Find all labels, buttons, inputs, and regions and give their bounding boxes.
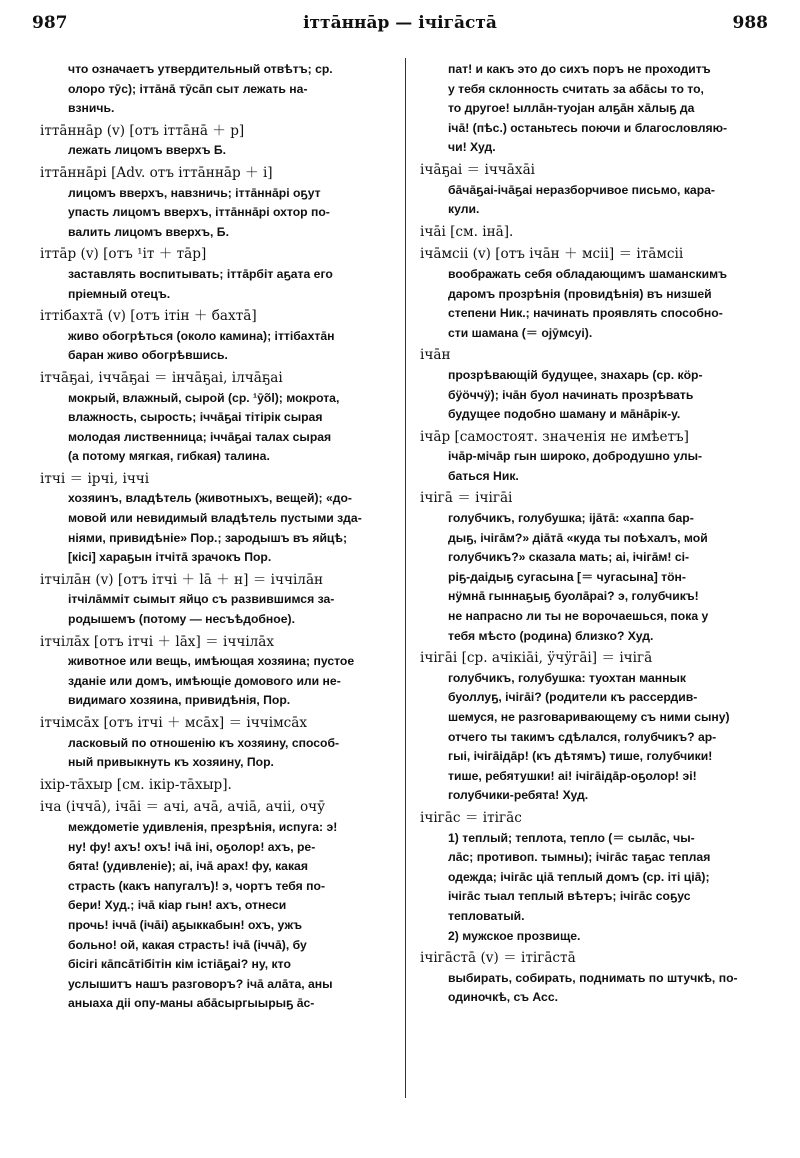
- entry-headword: іча (іччā), ічāі ＝ ачі, ачā, ачіā, ачіі, очӯ: [40, 799, 326, 816]
- entry-headword: іттāр (v) [отъ ¹іт ＋ тāр]: [40, 246, 207, 263]
- entry-line: родышемъ (потому — несъѣдобное).: [68, 612, 295, 627]
- right-column: [420, 60, 770, 1011]
- column-divider: [405, 58, 406, 1098]
- entry-line: голубчики-ребята! Худ.: [448, 788, 589, 803]
- entry-line: живо обогрѣться (около камина); іттібахтāн: [68, 328, 335, 343]
- entry-line: видимаго хозяина, привидѣнія, Пор.: [68, 693, 291, 708]
- entry-line: аныаха діі опу-маны абāсыргыырыҕ āс-: [68, 996, 315, 1011]
- entry-headword: ітчāҕаі, іччāҕаі ＝ інчāҕаі, ілчāҕаі: [40, 369, 283, 386]
- dictionary-entry: [40, 776, 396, 796]
- entry-line: ічā! (пѣс.) останьтесь поючи и благословляю-: [448, 120, 728, 135]
- entry-line: голубчикъ?» сказала мать; аі, ічігāм! сі-: [448, 550, 690, 565]
- entry-line: валить лицомъ вверхъ, Б.: [68, 224, 229, 239]
- entry-headword: іхір-тāхыр [см. ікір-тāхыр].: [40, 776, 232, 793]
- entry-line: услышитъ нашъ разговоръ? ічā алāта, аны: [68, 976, 333, 991]
- entry-headword: ічігā ＝ ічігāі: [420, 490, 513, 507]
- entry-line: тише, ребятушки! аі! ічігāідāр-оҕолор! эі!: [448, 768, 697, 783]
- entry-headword: ітчілāн (v) [отъ ітчі ＋ lā ＋ н] ＝ іччілāн: [40, 571, 324, 588]
- dictionary-entry: [40, 122, 396, 161]
- entry-line: одиночкѣ, съ Асс.: [448, 990, 558, 1005]
- left-column: [40, 60, 396, 1017]
- entry-line: животное или вещь, имѣющая хозяина; пустое: [68, 654, 355, 669]
- entry-line: степени Ник.; начинать проявлять способно-: [448, 306, 723, 321]
- entry-line: ніями, привидѣніе» Пор.; зародышъ въ яйцѣ;: [68, 530, 348, 545]
- dictionary-entry: [420, 949, 770, 1008]
- entry-line: нӱмнā гыннаҕыҕ буолāраі? э, голубчикъ!: [448, 589, 699, 604]
- entry-line: шемуся, не разговаривающему съ ними сыну): [448, 710, 730, 724]
- dictionary-entry: [420, 489, 770, 646]
- entry-line: ный привыкнуть къ хозяину, Пор.: [68, 755, 274, 770]
- page-number-right: 988: [732, 13, 768, 33]
- entry-headword: ічāн: [420, 347, 451, 364]
- entry-line: ласковый по отношенію къ хозяину, способ-: [68, 735, 340, 750]
- entry-line: сти шамана (＝ ојӯмсуі).: [448, 325, 593, 340]
- entry-line: заставлять воспитывать; іттāрбіт аҕата его: [68, 266, 333, 281]
- dictionary-entry: [40, 470, 396, 568]
- entry-line: [кісі] хараҕын ітчітā зрачокъ Пор.: [68, 550, 272, 565]
- dictionary-entry: [40, 307, 396, 366]
- dictionary-entry: [420, 346, 770, 424]
- entry-line: тебя мѣсто (родина) близко? Худ.: [448, 628, 654, 643]
- entry-line: ічāр-мічāр гын широко, добродушно улы-: [448, 449, 703, 464]
- entry-headword: ічігāстā (v) ＝ ітігāстā: [420, 950, 576, 967]
- entry-line: отчего ты такимъ сдѣлался, голубчикъ? ар-: [448, 729, 717, 744]
- entry-line: воображать себя обладающимъ шаманскимъ: [448, 266, 728, 281]
- entry-line: молодая лиственница; іччāҕаі талах сырая: [68, 429, 332, 444]
- entry-line: одежда; ічігāс ціā теплый домъ (ср. іті ціā);: [448, 869, 710, 884]
- entry-line: голубчикъ, голубушка; іјāтā: «хаппа бар-: [448, 511, 694, 526]
- entry-line: кули.: [448, 202, 480, 217]
- page-number-left: 987: [32, 13, 68, 33]
- entry-headword: ітчімсāх [отъ ітчі ＋ мсāх] ＝ іччімсāх: [40, 715, 308, 731]
- entry-line: бāчāҕаі-ічāҕаі неразборчивое письмо, кара-: [448, 182, 715, 197]
- entry-line: ріҕ-даідыҕ сугасына [＝ чугасына] тӧн-: [448, 569, 686, 584]
- dictionary-entry: [40, 714, 396, 773]
- entry-line: голубчикъ, голубушка: туохтан маннык: [448, 670, 687, 685]
- entry-line: олоро тӯс); іттāнā тӯсāп сыт лежать на-: [68, 81, 308, 96]
- entry-headword: ічігāс ＝ ітігāс: [420, 809, 522, 826]
- entry-line: бӱӧччӱ); ічāн буол начинать прозрѣвать: [448, 387, 694, 402]
- entry-headword: іттібахтā (v) [отъ ітін ＋ бахтā]: [40, 308, 257, 325]
- entry-line: то другое! ыллāн-туојан алҕāн хāлыҕ да: [448, 101, 695, 116]
- entry-line: тепловатый.: [448, 908, 525, 923]
- entry-line: лицомъ вверхъ, навзничь; іттāннāрі оҕут: [68, 185, 321, 200]
- entry-line: гыі, ічігāідāр! (къ дѣтямъ) тише, голубчики!: [448, 749, 713, 764]
- entry-line: дыҕ, ічігāм?» діāтā «куда ты поѣхалъ, мой: [448, 530, 708, 545]
- entry-line: бери! Худ.; ічā кіар гын! ахъ, отнеси: [68, 898, 287, 913]
- dictionary-entry: [420, 649, 770, 806]
- entry-line: пріемный отецъ.: [68, 286, 171, 301]
- entry-headword: ітчі ＝ ірчі, іччі: [40, 470, 150, 487]
- entry-line: хозяинъ, владѣтель (животныхъ, вещей); «до-: [68, 491, 352, 506]
- dictionary-entry: [40, 245, 396, 304]
- entry-headword: іттāннāрі [Adv. отъ іттāннāр ＋ і]: [40, 164, 273, 181]
- entry-line: мовой или невидимый владѣтель пустыми зда-: [68, 511, 362, 526]
- entry-line: упасть лицомъ вверхъ, іттāннāрі охтор по-: [68, 205, 330, 220]
- entry-line: даромъ прозрѣнія (провидѣнія) въ низшей: [448, 286, 712, 301]
- dictionary-entry: [40, 633, 396, 711]
- entry-line: баться Ник.: [448, 468, 519, 483]
- entry-headword: ітчілāх [отъ ітчі ＋ lāх] ＝ іччілāх: [40, 633, 275, 650]
- entry-line: ну! фу! ахъ! охъ! ічā іні, оҕолор! ахъ, ре-: [68, 839, 316, 854]
- entry-headword: ічāҕаі ＝ іччāхāі: [420, 161, 536, 178]
- dictionary-entry: [420, 809, 770, 946]
- entry-line: будущее подобно шаману и мāнāрік-у.: [448, 407, 681, 422]
- entry-line: мокрый, влажный, сырой (ср. ¹ӯõl); мокрота,: [68, 390, 340, 405]
- entry-line: не напрасно ли ты не ворочаешься, пока у: [448, 609, 709, 624]
- entry-line: больно! ой, какая страсть! ічā (іччā), бу: [68, 937, 307, 952]
- entry-headword: іттāннāр (v) [отъ іттāнā ＋ р]: [40, 122, 245, 139]
- entry-line: взничь.: [68, 101, 115, 116]
- entry-line: прочь! іччā (ічāі) аҕыккабын! охъ, ужъ: [68, 917, 303, 932]
- entry-line: у тебя склонность считать за абāсы то то,: [448, 81, 704, 96]
- entry-headword: ічāр [самостоят. значенія не имѣетъ]: [420, 428, 689, 445]
- running-title: іттāннāр — ічігāстā: [303, 13, 497, 33]
- entry-line: ічігāс тыал теплый вѣтеръ; ічігāс соҕус: [448, 889, 691, 904]
- entry-line: влажность, сырость; іччāҕаі тітірік сырая: [68, 410, 323, 425]
- entry-line: страсть (какъ напугалъ)! э, чортъ тебя по-: [68, 878, 326, 893]
- page-header: [32, 10, 768, 36]
- dictionary-entry: [40, 164, 396, 242]
- dictionary-entry: [420, 60, 770, 158]
- dictionary-entry: [40, 60, 396, 119]
- entry-line: междометіе удивленія, презрѣнія, испуга: э!: [68, 819, 338, 834]
- entry-line: бісігі кāпсāтібітін кім істіāҕаі? ну, кто: [68, 957, 291, 972]
- entry-line: зданіе или домъ, имѣющіе домового или не-: [68, 673, 341, 688]
- entry-headword: ічāі [см. інā].: [420, 223, 514, 240]
- entry-line: 1) теплый; теплота, тепло (＝ сылāс, чы-: [448, 830, 695, 845]
- dictionary-entry: [40, 571, 396, 630]
- entry-line: (а потому мягкая, гибкая) талина.: [68, 449, 270, 464]
- entry-line: выбирать, собирать, поднимать по штучкѣ, по-: [448, 970, 738, 985]
- entry-headword: ічāмсіі (v) [отъ ічāн ＋ мсіі] ＝ ітāмсіі: [420, 246, 684, 263]
- entry-line: баран живо обогрѣвшись.: [68, 348, 228, 363]
- entry-line: лāс; противоп. тымны); ічігāс таҕас теплая: [448, 850, 711, 865]
- entry-line: чи! Худ.: [448, 140, 496, 155]
- entry-line: ітчілāмміт сымыт яйцо съ развившимся за-: [68, 592, 335, 607]
- entry-line: буоллуҕ, ічігāі? (родители къ рассердив-: [448, 690, 698, 705]
- entry-line: бята! (удивленіе); аі, ічā арах! фу, какая: [68, 859, 308, 874]
- entry-line: прозрѣвающій будущее, знахарь (ср. кӧр-: [448, 367, 703, 382]
- entry-line: 2) мужское прозвище.: [448, 928, 581, 943]
- dictionary-entry: [40, 369, 396, 467]
- entry-line: пат! и какъ это до сихъ поръ не проходитъ: [448, 62, 711, 76]
- entry-line: лежать лицомъ вверхъ Б.: [68, 143, 226, 158]
- dictionary-entry: [420, 428, 770, 487]
- dictionary-entry: [420, 161, 770, 220]
- dictionary-entry: [40, 798, 396, 1014]
- dictionary-entry: [420, 245, 770, 343]
- dictionary-entry: [420, 223, 770, 243]
- entry-line: что означаетъ утвердительный отвѣтъ; ср.: [68, 62, 333, 76]
- entry-headword: ічігāі [ср. ачікіāі, ӱчӱгāі] ＝ ічігā: [420, 650, 653, 667]
